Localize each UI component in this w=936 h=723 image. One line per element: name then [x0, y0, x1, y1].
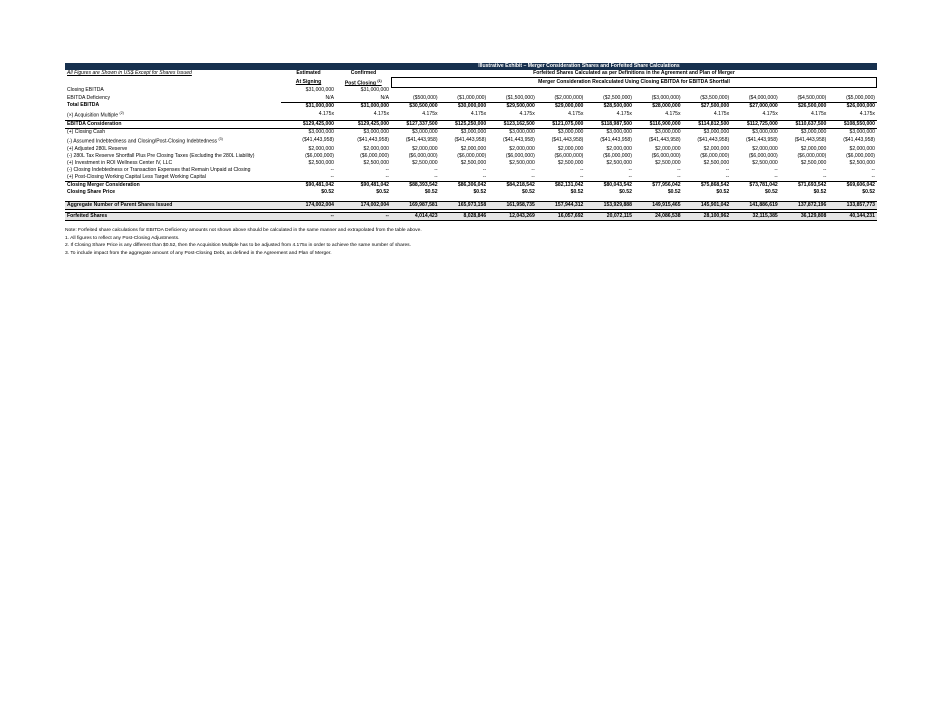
scenario-value: 4.175x: [859, 111, 875, 118]
scenario-value: $29,500,000: [488, 102, 537, 110]
scenario-value: [391, 87, 440, 94]
row-label: EBITDA Consideration: [65, 120, 281, 128]
scenario-value: 4.175x: [811, 111, 827, 118]
scenario-value: --: [482, 173, 487, 180]
scenario-value: $29,000,000: [537, 102, 586, 110]
scenario-value: $2,500,000: [412, 159, 438, 166]
scenario-value: 141,886,619: [731, 202, 780, 210]
scenario-value: ($500,000): [412, 94, 438, 101]
scenario-value: $2,500,000: [557, 159, 584, 166]
scenario-value: $82,131,042: [537, 181, 586, 189]
row-label: Total EBITDA: [67, 102, 100, 109]
estimated-header-1: Estimated: [296, 70, 321, 77]
row-label: (-) Assumed Indebtedness and Closing/Post-Closing Indebtedness $^{(3)}$: [67, 136, 223, 145]
table-row: [65, 128, 877, 136]
scenario-value: $0.52: [813, 189, 827, 196]
row-label: (×) Acquisition Multiple $^{(2)}$: [67, 110, 124, 119]
scenario-value: --: [822, 173, 827, 180]
scenario-value: 4.175x: [422, 111, 438, 118]
scenario-value: $0.52: [522, 189, 535, 196]
estimated-value: 174,002,004: [281, 202, 336, 210]
scenario-value: 133,857,773: [828, 202, 877, 210]
scenario-value: 4.175x: [713, 111, 730, 118]
scenario-value: $75,868,542: [683, 181, 732, 189]
table-row: [65, 120, 877, 128]
scenario-value: ($41,443,958): [843, 137, 875, 144]
confirmed-value: --: [385, 166, 389, 173]
estimated-value: $129,425,000: [281, 120, 336, 128]
scenario-value: $26,500,000: [780, 102, 829, 110]
scenario-value: $30,500,000: [391, 102, 440, 110]
estimated-value: --: [281, 213, 336, 221]
scenario-value: 157,944,312: [537, 202, 586, 210]
scenario-value: --: [871, 166, 875, 173]
confirmed-value: ($41,443,958): [357, 137, 389, 144]
scenario-value: ($41,443,958): [746, 137, 778, 144]
row-label: (+) Investment in ROI Wellness Center IV, LLC: [67, 159, 173, 166]
scenario-value: $3,000,000: [557, 128, 584, 135]
estimated-value: ($6,000,000): [305, 152, 334, 159]
confirmed-value: $129,425,000: [336, 120, 391, 128]
estimated-value: $31,000,000: [305, 87, 334, 94]
scenario-value: ($4,000,000): [748, 94, 778, 101]
scenario-value: ($41,443,958): [794, 137, 827, 144]
scenario-value: ($41,443,958): [697, 137, 730, 144]
scenario-value: $2,000,000: [557, 145, 584, 152]
scenario-value: [537, 87, 586, 94]
scenario-value: $2,000,000: [606, 145, 632, 152]
confirmed-header-1: Confirmed: [350, 70, 377, 77]
scenario-value: $0.52: [473, 189, 487, 196]
scenario-value: --: [531, 166, 535, 173]
scenario-value: --: [677, 173, 681, 180]
scenario-value: --: [579, 166, 584, 173]
scenario-value: --: [628, 166, 632, 173]
table-row: [65, 95, 877, 103]
scenario-value: 32,115,385: [731, 213, 780, 221]
table-row: [65, 174, 877, 182]
scenario-value: $2,000,000: [800, 145, 827, 152]
row-label: (-) 280L Tax Reserve Shortfall Plus Pre Closing Taxes (Excluding the 280L Liability): [67, 152, 255, 159]
scenario-value: $2,500,000: [752, 159, 778, 166]
estimated-value: $0.52: [321, 189, 334, 196]
row-label: EBITDA Deficiency: [67, 94, 111, 101]
scenario-value: $112,725,000: [731, 120, 780, 128]
scenario-value: 20,072,115: [585, 213, 634, 221]
scenario-value: 153,929,888: [585, 202, 634, 210]
estimated-value: --: [330, 173, 334, 180]
scenario-value: $2,000,000: [509, 145, 535, 152]
scenario-value: ($4,500,000): [797, 94, 827, 101]
estimated-value: $3,000,000: [308, 128, 334, 135]
scenario-value: 28,100,962: [683, 213, 732, 221]
row-label: (-) Closing Indebtedness or Transaction Expenses that Remain Unpaid at Closing: [67, 166, 251, 173]
scenario-value: $114,812,500: [683, 120, 732, 128]
confirmed-value: $90,481,042: [336, 181, 391, 189]
row-label: Closing Share Price: [67, 189, 116, 196]
scenario-value: --: [434, 166, 438, 173]
confirmed-value: --: [336, 213, 391, 221]
scenario-value: ($6,000,000): [797, 152, 827, 159]
confirmed-value: $31,000,000: [360, 87, 389, 94]
scenario-value: --: [725, 166, 730, 173]
confirmed-value: $2,500,000: [363, 159, 389, 166]
row-label: Closing Merger Consideration: [65, 181, 281, 189]
scenario-value: ($6,000,000): [700, 152, 730, 159]
scenario-value: $28,500,000: [585, 102, 634, 110]
scenario-value: ($6,000,000): [603, 152, 632, 159]
scenario-value: ($1,500,000): [505, 94, 535, 101]
scenario-value: $3,000,000: [655, 128, 681, 135]
estimated-value: $2,000,000: [308, 145, 334, 152]
recalculated-header: Merger Consideration Recalculated Using Closing EBITDA for EBITDA Shortfall: [391, 78, 877, 88]
table-row: [65, 136, 877, 146]
scenario-value: --: [725, 173, 730, 180]
confirmed-value: ($6,000,000): [360, 152, 389, 159]
forfeited-header: Forfeited Shares Calculated as per Definitions in the Agreement and Plan of Merger: [533, 70, 735, 77]
scenario-value: $2,000,000: [460, 145, 487, 152]
confirmed-value: $3,000,000: [363, 128, 389, 135]
scenario-value: 137,872,196: [780, 202, 829, 210]
scenario-value: 4.175x: [519, 111, 535, 118]
scenario-value: $2,000,000: [703, 145, 730, 152]
scenario-value: ($6,000,000): [554, 152, 584, 159]
scenario-value: $2,500,000: [800, 159, 827, 166]
currency-note: All Figures are Shown in US$ Except for Shares Issued: [67, 70, 192, 77]
estimated-header-2: At Signing: [295, 79, 322, 86]
scenario-value: $28,000,000: [634, 102, 683, 110]
scenario-value: ($5,000,000): [846, 94, 875, 101]
scenario-value: ($2,000,000): [554, 94, 584, 101]
estimated-value: --: [330, 166, 334, 173]
scenario-value: $0.52: [667, 189, 681, 196]
table-row: [65, 213, 877, 221]
exhibit-banner-title: Illustrative Exhibit – Merger Consideration Shares and Forfeited Share Calculations: [281, 63, 877, 70]
scenario-value: $2,500,000: [460, 159, 487, 166]
scenario-value: $3,000,000: [849, 128, 875, 135]
table-row: [65, 87, 877, 94]
scenario-value: 8,028,846: [440, 213, 489, 221]
scenario-value: [634, 87, 683, 94]
scenario-value: $77,956,042: [634, 181, 683, 189]
scenario-value: $2,500,000: [606, 159, 632, 166]
scenario-value: $0.52: [570, 189, 584, 196]
scenario-value: $71,693,542: [780, 181, 829, 189]
table-row: [65, 146, 877, 153]
estimated-value: $90,481,042: [281, 181, 336, 189]
row-label: (+) Adjusted 280L Reserve: [67, 145, 128, 152]
scenario-value: ($6,000,000): [408, 152, 438, 159]
row-label: Forfeited Shares: [65, 213, 281, 221]
table-row: [65, 167, 877, 174]
footnote-1: 1. All figures to reflect any Post-Closing Adjustments.: [65, 235, 180, 241]
row-label: Aggregate Number of Parent Shares Issued: [65, 202, 281, 210]
confirmed-value: N/A: [380, 94, 389, 101]
scenario-value: --: [822, 166, 827, 173]
confirmed-value: $31,000,000: [336, 102, 391, 110]
scenario-value: $0.52: [424, 189, 438, 196]
exhibit-document: [65, 63, 877, 257]
scenario-value: 165,973,158: [440, 202, 489, 210]
scenario-value: $26,000,000: [828, 102, 877, 110]
confirmed-header-2: Post Closing $^{(1)}$: [344, 78, 382, 87]
scenario-value: ($6,000,000): [651, 152, 681, 159]
table-row: [65, 202, 877, 210]
merger-consideration-table: [65, 63, 877, 221]
footnote-3: 3. To include impact from the aggregate amount of any Post-Closing Debt, as defined in the Agreement and Plan of Merger.: [65, 250, 332, 256]
scenario-value: [780, 87, 829, 94]
scenario-value: $3,000,000: [703, 128, 730, 135]
scenario-value: $3,000,000: [606, 128, 632, 135]
scenario-value: $116,900,000: [634, 120, 683, 128]
table-row: [65, 160, 877, 167]
scenario-value: --: [531, 173, 535, 180]
scenario-value: --: [774, 166, 778, 173]
scenario-value: --: [628, 173, 632, 180]
estimated-value: $2,500,000: [308, 159, 334, 166]
scenario-value: $30,000,000: [440, 102, 489, 110]
confirmed-value: 4.175x: [373, 111, 389, 118]
scenario-value: $118,987,500: [585, 120, 634, 128]
scenario-value: ($41,443,958): [503, 137, 535, 144]
scenario-value: $2,000,000: [849, 145, 875, 152]
scenario-value: 36,129,808: [780, 213, 829, 221]
scenario-value: ($6,000,000): [457, 152, 487, 159]
row-label: (+) Post-Closing Working Capital Less Target Working Capital: [67, 173, 206, 180]
confirmed-value: $2,000,000: [363, 145, 389, 152]
scenario-value: $80,043,542: [585, 181, 634, 189]
scenario-value: $27,500,000: [683, 102, 732, 110]
scenario-value: $2,000,000: [412, 145, 438, 152]
table-row: [65, 189, 877, 196]
scenario-value: $108,550,000: [828, 120, 877, 128]
table-row: [65, 110, 877, 120]
scenario-value: [585, 87, 634, 94]
scenario-value: ($6,000,000): [846, 152, 875, 159]
scenario-value: $2,500,000: [849, 159, 875, 166]
scenario-value: --: [579, 173, 584, 180]
scenario-value: $2,000,000: [655, 145, 681, 152]
scenario-value: ($3,500,000): [700, 94, 730, 101]
confirmed-value: $0.52: [376, 189, 389, 196]
row-label: Closing EBITDA: [67, 87, 104, 94]
scenario-value: $121,075,000: [537, 120, 586, 128]
footnotes: [65, 227, 877, 257]
scenario-value: $0.52: [619, 189, 632, 196]
scenario-value: $84,218,542: [488, 181, 537, 189]
scenario-value: 16,057,692: [537, 213, 586, 221]
scenario-value: ($41,443,958): [454, 137, 487, 144]
scenario-value: $69,606,042: [828, 181, 877, 189]
scenario-value: [440, 87, 489, 94]
scenario-value: $3,000,000: [412, 128, 438, 135]
scenario-value: [488, 87, 537, 94]
table-row: [65, 181, 877, 189]
scenario-value: [828, 87, 877, 94]
scenario-value: ($6,000,000): [505, 152, 535, 159]
scenario-value: --: [871, 173, 875, 180]
scenario-value: ($3,000,000): [651, 94, 681, 101]
scenario-value: 169,987,581: [391, 202, 440, 210]
scenario-value: 24,086,538: [634, 213, 683, 221]
scenario-value: ($2,500,000): [603, 94, 632, 101]
scenario-value: $127,337,500: [391, 120, 440, 128]
scenario-value: $3,000,000: [509, 128, 535, 135]
scenario-value: $2,500,000: [509, 159, 535, 166]
table-row: [65, 153, 877, 160]
scenario-value: $3,000,000: [460, 128, 487, 135]
scenario-value: $2,500,000: [655, 159, 681, 166]
scenario-value: ($1,000,000): [457, 94, 487, 101]
estimated-value: N/A: [325, 94, 334, 101]
scenario-value: ($41,443,958): [648, 137, 681, 144]
scenario-value: [683, 87, 732, 94]
scenario-value: 4,014,423: [391, 213, 440, 221]
scenario-value: 149,915,465: [634, 202, 683, 210]
estimated-value: ($41,443,958): [302, 137, 334, 144]
table-row: [65, 102, 877, 110]
scenario-value: $3,000,000: [752, 128, 778, 135]
footnote-2: 2. If Closing Share Price is any different than $0.52, then the Acquisition Multiple has to be adjusted from 4.175x in order to achieve the same number of shares.: [65, 243, 411, 249]
scenario-value: $110,637,500: [780, 120, 829, 128]
scenario-value: 161,958,735: [488, 202, 537, 210]
scenario-value: $86,306,042: [440, 181, 489, 189]
scenario-value: --: [482, 166, 487, 173]
scenario-value: 40,144,231: [828, 213, 877, 221]
scenario-value: ($41,443,958): [600, 137, 632, 144]
scenario-value: $0.52: [862, 189, 875, 196]
estimated-value: $31,000,000: [281, 102, 336, 110]
scenario-value: $73,781,042: [731, 181, 780, 189]
confirmed-value: 174,002,004: [336, 202, 391, 210]
scenario-value: --: [677, 166, 681, 173]
confirmed-value: --: [385, 173, 389, 180]
row-label: (+) Closing Cash: [67, 128, 106, 135]
scenario-value: 4.175x: [470, 111, 487, 118]
scenario-value: 4.175x: [665, 111, 681, 118]
scenario-value: ($41,443,958): [405, 137, 438, 144]
scenario-value: --: [434, 173, 438, 180]
scenario-value: 4.175x: [568, 111, 584, 118]
scenario-value: $0.52: [765, 189, 778, 196]
scenario-value: 12,043,269: [488, 213, 537, 221]
scenario-value: ($6,000,000): [748, 152, 778, 159]
scenario-value: 4.175x: [762, 111, 778, 118]
scenario-value: [731, 87, 780, 94]
scenario-value: $2,500,000: [703, 159, 730, 166]
scenario-value: $125,250,000: [440, 120, 489, 128]
scenario-value: $27,000,000: [731, 102, 780, 110]
scenario-value: 145,901,042: [683, 202, 732, 210]
scenario-value: $123,162,500: [488, 120, 537, 128]
estimated-value: 4.175x: [318, 111, 334, 118]
scenario-value: 4.175x: [616, 111, 632, 118]
scenario-value: $2,000,000: [752, 145, 778, 152]
scenario-value: $88,393,542: [391, 181, 440, 189]
scenario-value: ($41,443,958): [551, 137, 584, 144]
scenario-value: $0.52: [716, 189, 730, 196]
footnote-general: Note: Forfeited share calculations for EBITDA Deficiency amounts not shown above should be calculated in the same manner and extrapolated from the table above.: [65, 228, 422, 234]
scenario-value: --: [774, 173, 778, 180]
scenario-value: $3,000,000: [800, 128, 827, 135]
